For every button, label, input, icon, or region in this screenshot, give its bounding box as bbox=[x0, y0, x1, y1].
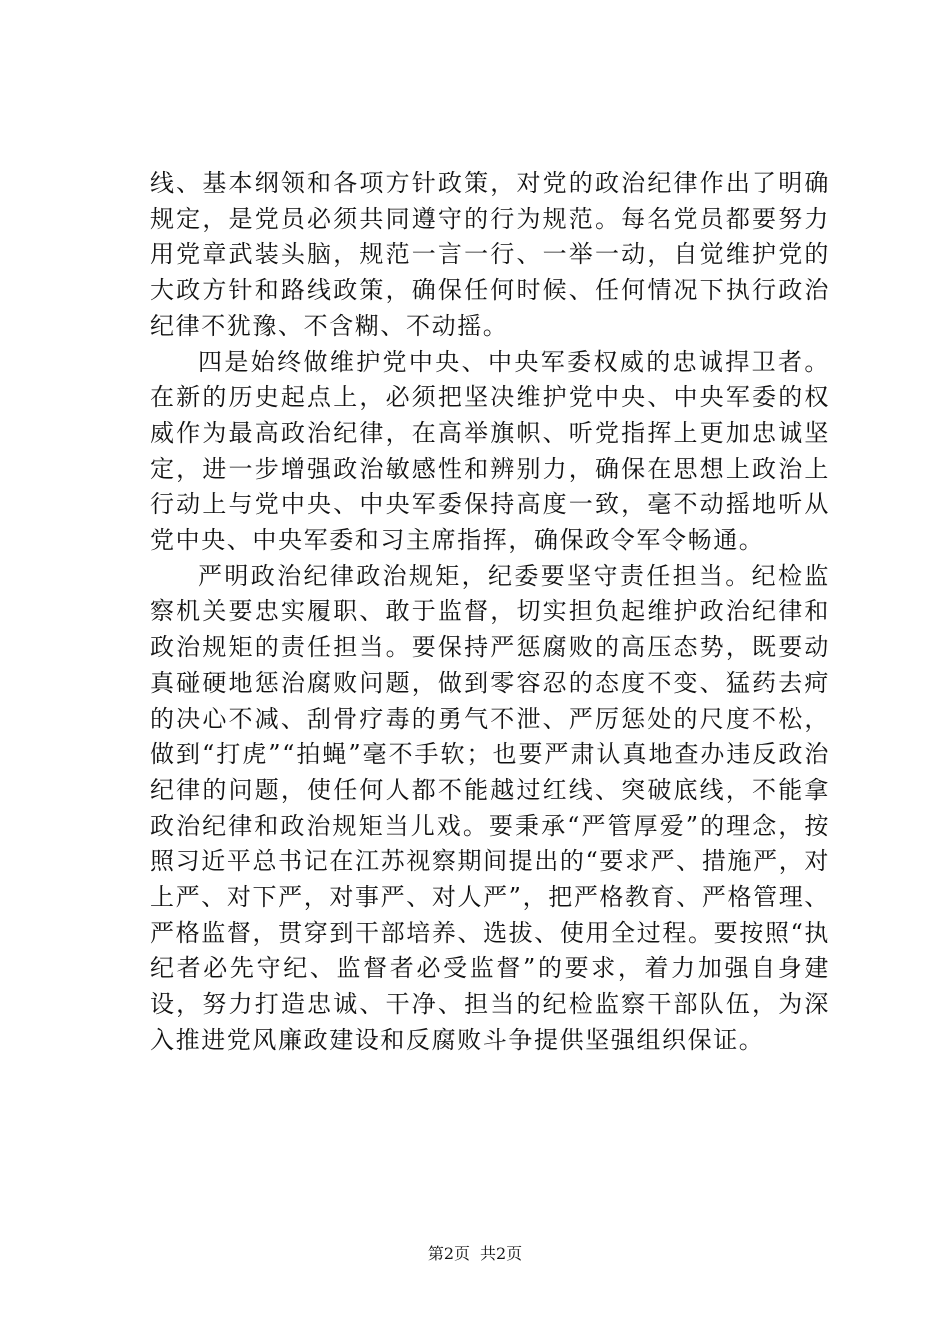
paragraph-1: 线、基本纲领和各项方针政策，对党的政治纪律作出了明确规定，是党员必须共同遵守的行为规范。每名党员都要努力用党章武装头脑，规范一言一行、一举一动，自觉维护党的大政方针和路线政策，确保任何时候、任何情况下执行政治纪律不犹豫、不含糊、不动摇。 bbox=[150, 169, 830, 340]
paragraph-3: 严明政治纪律政治规矩，纪委要坚守责任担当。纪检监察机关要忠实履职、敢于监督，切实担负起维护政治纪律和政治规矩的责任担当。要保持严惩腐败的高压态势，既要动真碰硬地惩治腐败问题，做到零容忍的态度不变、猛药去疴的决心不减、刮骨疗毒的勇气不泄、严厉惩处的尺度不松，做到“打虎”“拍蝇”毫不手软；也要严肃认真地查办违反政治纪律的问题，使任何人都不能越过红线、突破底线，不能拿政治纪律和政治规矩当儿戏。要秉承“严管厚爱”的理念，按照习近平总书记在江苏视察期间提出的“要求严、措施严，对上严、对下严，对事严、对人严”，把严格教育、严格管理、严格监督，贯穿到干部培养、选拔、使用全过程。要按照“执纪者必先守纪、监督者必受监督”的要求，着力加强自身建设，努力打造忠诚、干净、担当的纪检监察干部队伍，为深入推进党风廉政建设和反腐败斗争提供坚强组织保证。 bbox=[150, 561, 830, 1054]
page-number-total: 共2页 bbox=[480, 1244, 523, 1263]
page-number-current: 第2页 bbox=[427, 1244, 470, 1263]
document-body bbox=[150, 166, 830, 1059]
page-footer bbox=[0, 1244, 950, 1264]
paragraph-2: 四是始终做维护党中央、中央军委权威的忠诚捍卫者。在新的历史起点上，必须把坚决维护党中央、中央军委的权威作为最高政治纪律，在高举旗帜、听党指挥上更加忠诚坚定，进一步增强政治敏感性和辨别力，确保在思想上政治上行动上与党中央、中央军委保持高度一致，毫不动摇地听从党中央、中央军委和习主席指挥，确保政令军令畅通。 bbox=[150, 347, 830, 555]
